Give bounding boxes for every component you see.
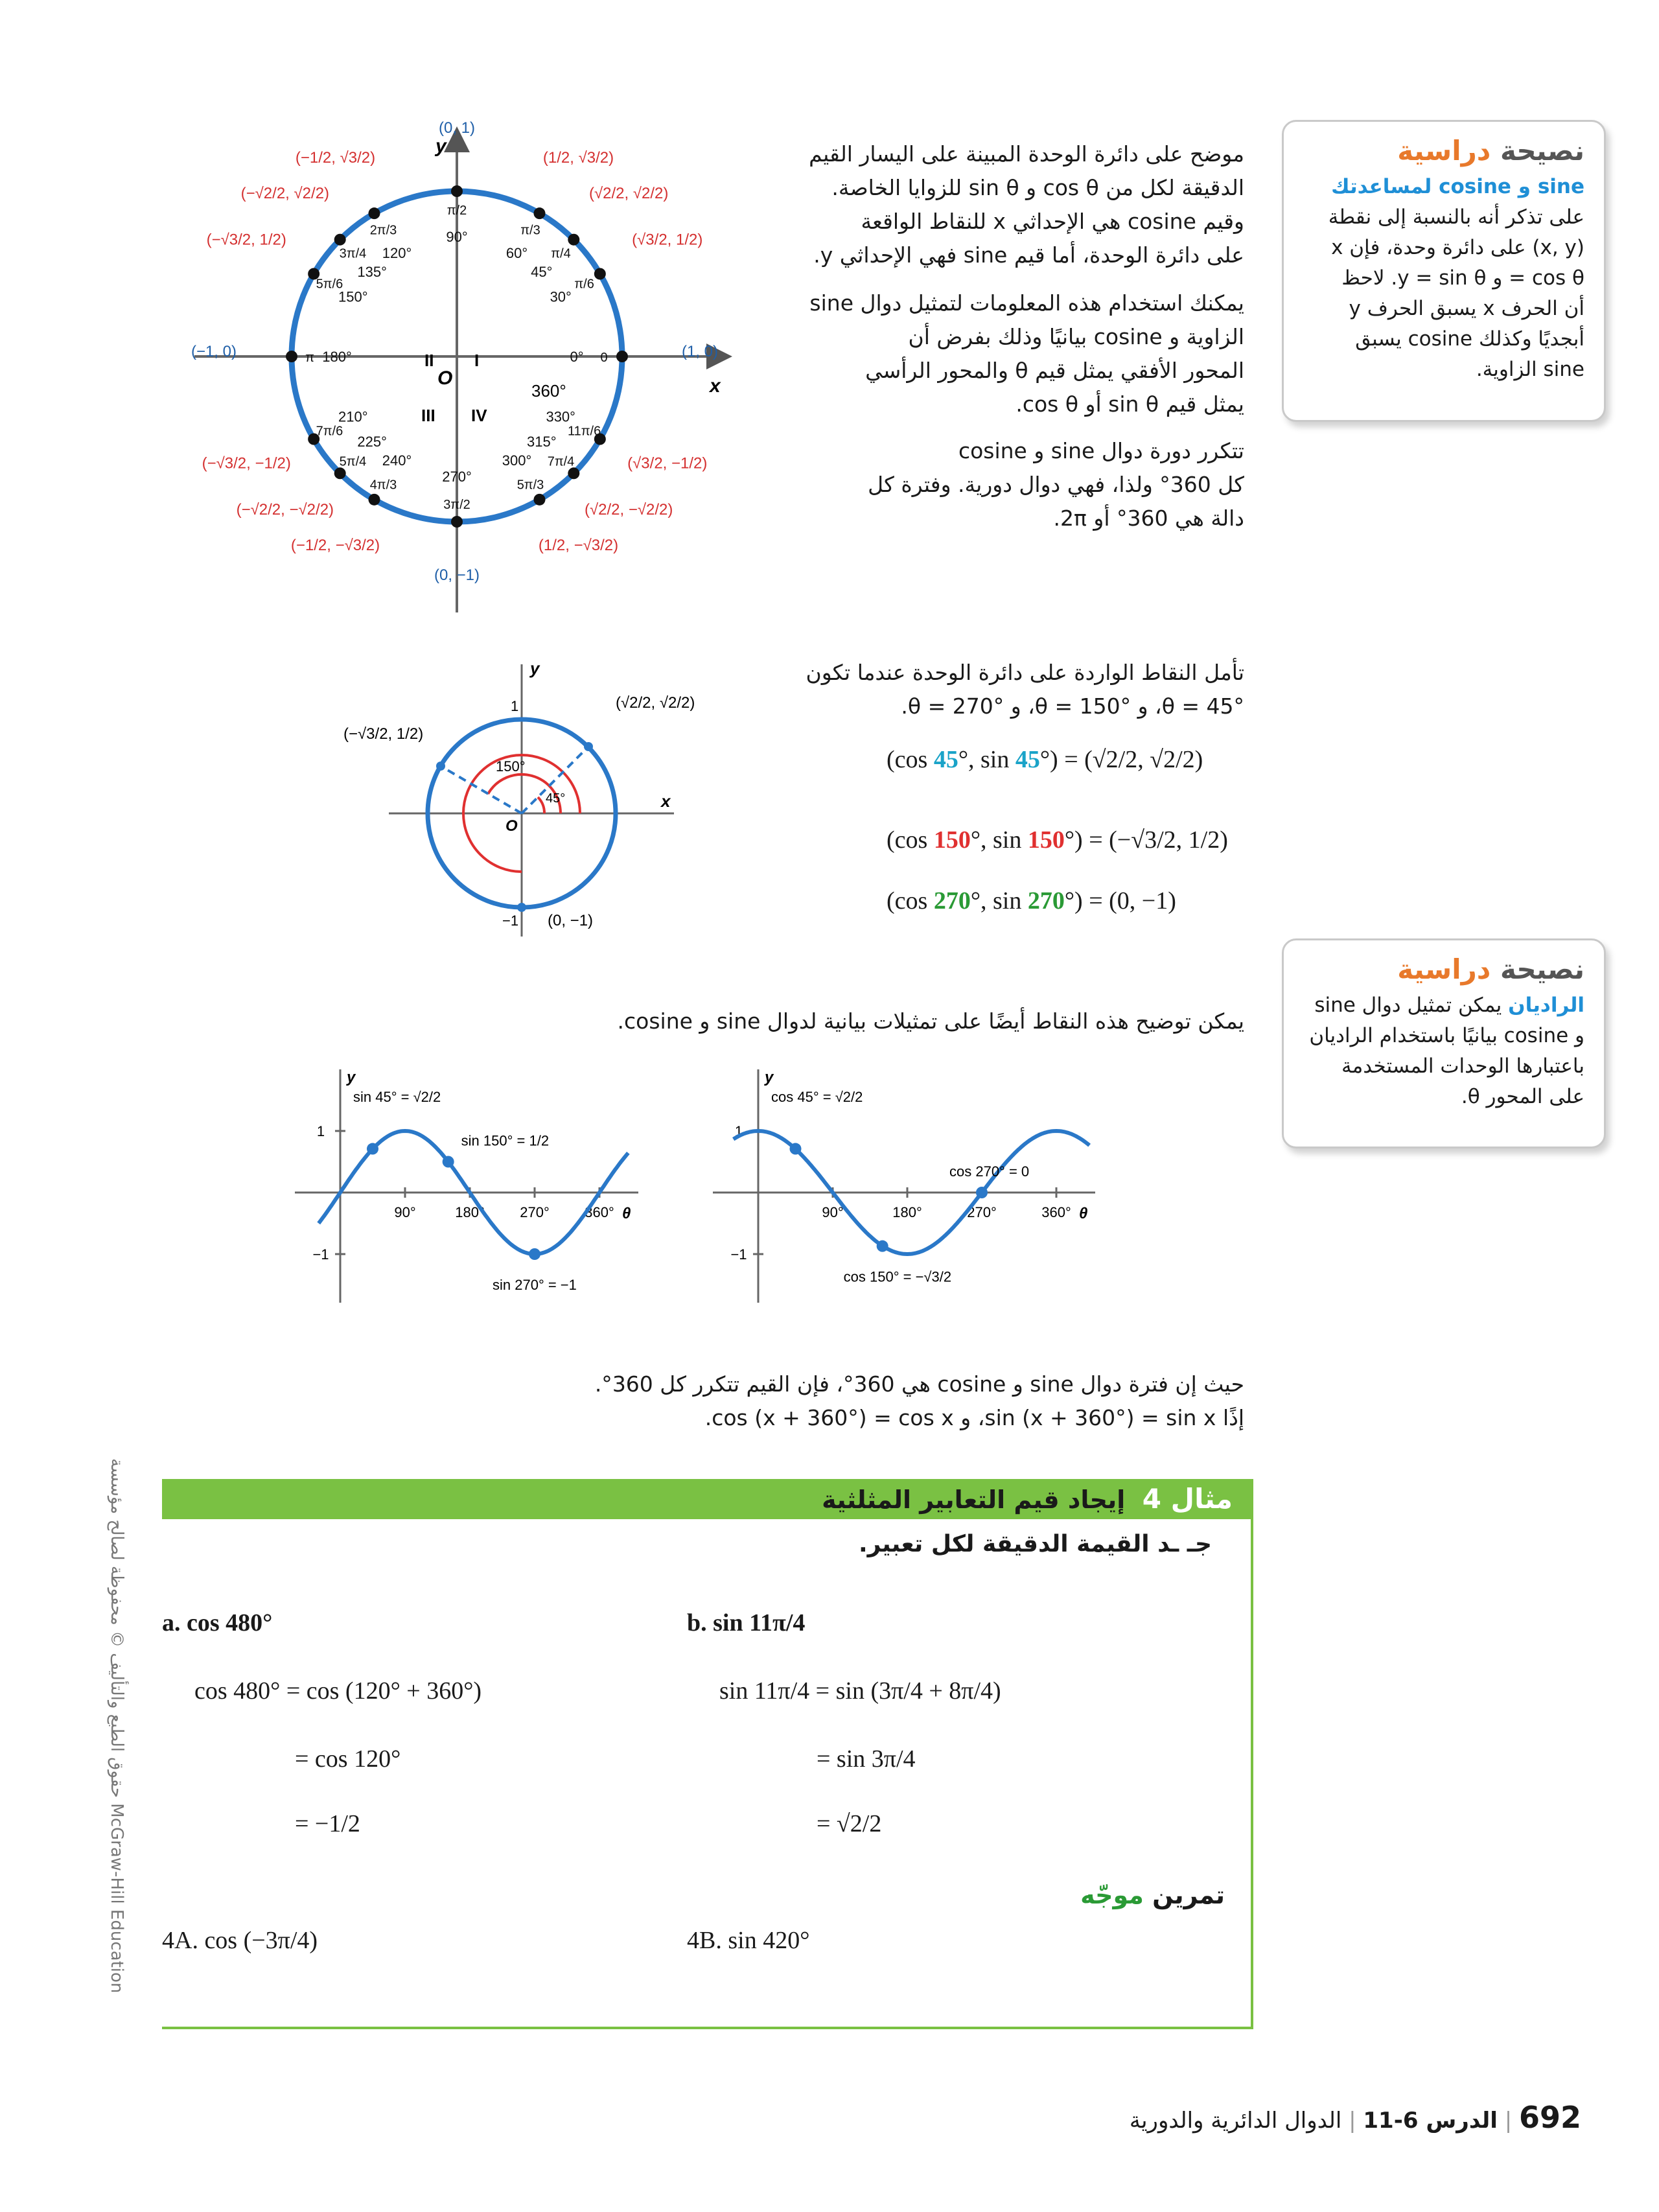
uc-coord-150: (−√3/2, 1/2) — [206, 231, 286, 249]
uc-point-60 — [534, 207, 546, 219]
uc-point-30 — [594, 268, 606, 280]
uc-rad-60: π/3 — [520, 223, 540, 238]
graph-x-tick-label: 270° — [967, 1204, 997, 1220]
exercise-4a[interactable]: 4A. cos (−3π/4) — [162, 1927, 318, 1954]
uc-coord-45: (√2/2, √2/2) — [588, 185, 669, 203]
cosine-graph — [703, 1063, 1105, 1309]
uc-point-240 — [369, 494, 380, 506]
unit-circle-diagram — [168, 119, 732, 622]
uc-point-90 — [451, 185, 463, 197]
uc-deg-90: 90° — [446, 229, 468, 245]
sc-label-45: (√2/2, √2/2) — [616, 694, 695, 712]
uc-quadrant-2: II — [424, 351, 434, 370]
uc-deg-225: 225° — [357, 433, 387, 450]
graph-y-tick-label: −1 — [312, 1246, 329, 1263]
graph-x-tick-label: 360° — [585, 1204, 614, 1220]
sc-angle-150: 150° — [496, 758, 526, 774]
uc-point-315 — [568, 467, 579, 479]
uc-point-0 — [616, 351, 628, 362]
uc-coord-120: (−1/2, √3/2) — [295, 149, 376, 167]
uc-rad-45: π/4 — [551, 246, 571, 261]
uc-coord-135: (−√2/2, √2/2) — [240, 185, 330, 203]
uc-coord-270: (0, −1) — [434, 566, 480, 584]
uc-rad-240: 4π/3 — [369, 478, 397, 493]
example-title-bar: مثال 4 إيجاد قيم التعابير المثلثية — [162, 1479, 1251, 1519]
graph-marked-point — [529, 1248, 540, 1260]
graph-x-tick-label: 90° — [822, 1204, 844, 1220]
point-eq-270: (cos 270°, sin 270°) = (0, −1) — [887, 887, 1176, 914]
example-a-label: a. cos 480° — [162, 1609, 273, 1636]
graph-x-label: θ — [622, 1205, 631, 1222]
uc-quadrant-1: I — [474, 351, 480, 370]
period-text: حيث إن فترة دوال sine و cosine هي 360°، فإن القيم تتكرر كل 360°. إذًا sin (x + 360°) = sin x، و cos (x + 360°) = cos x. — [594, 1371, 1244, 1430]
uc-point-120 — [369, 207, 380, 219]
sc-x: x — [661, 791, 671, 811]
example-a-step-3: = −1/2 — [295, 1810, 360, 1837]
uc-rad-300: 5π/3 — [516, 478, 544, 493]
graph-y-tick-label: −1 — [730, 1246, 747, 1263]
uc-quadrant-3: III — [421, 406, 435, 425]
uc-coord-330: (√3/2, −1/2) — [627, 454, 708, 472]
uc-coord-225: (−√2/2, −√2/2) — [236, 500, 334, 518]
uc-rad-315: 7π/4 — [547, 454, 575, 469]
uc-rad-30: π/6 — [574, 277, 594, 292]
example-b-step-2: = sin 3π/4 — [817, 1745, 916, 1773]
arc-45 — [538, 797, 544, 813]
uc-deg-150: 150° — [338, 288, 368, 305]
graph-x-tick-label: 180° — [892, 1204, 922, 1220]
uc-deg-30: 30° — [550, 288, 572, 305]
uc-coord-90: (0, 1) — [438, 119, 476, 137]
uc-point-300 — [534, 494, 546, 506]
sc-o: O — [505, 817, 518, 835]
intro-paragraph-1: موضح على دائرة الوحدة المبينة على اليسار القيم الدقيقة لكل من cos θ و sin θ للزوايا الخاصة. وقيم cosine هي الإحداثي x للنقاط الواقعة على دائرة الوحدة، أما قيم sine فهي الإحداثي y. — [809, 141, 1244, 268]
example-b-step-3: = √2/2 — [817, 1810, 882, 1837]
uc-deg-330: 330° — [546, 408, 575, 425]
sc-angle-45: 45° — [546, 791, 566, 806]
graph-x-tick-label: 90° — [394, 1204, 416, 1220]
uc-deg-180: 180° — [322, 349, 352, 365]
graph-annotation: sin 150° = 1/2 — [461, 1132, 550, 1149]
sc-neg-one: −1 — [502, 913, 519, 929]
uc-coord-30: (√3/2, 1/2) — [632, 231, 703, 249]
uc-point-225 — [334, 467, 346, 479]
uc-axis-x: x — [710, 375, 721, 397]
graph-annotation: cos 270° = 0 — [949, 1163, 1030, 1180]
uc-rad-135: 3π/4 — [339, 246, 367, 261]
intro-paragraph-2: يمكنك استخدام هذه المعلومات لتمثيل دوال sine الزاوية و cosine بيانيًا وذلك بفرض أن المحور الأفقي يمثل قيم θ والمحور الرأسي يمثل قيم sin θ أو cos θ. — [809, 290, 1244, 417]
graph-y-tick-label: 1 — [316, 1123, 325, 1139]
graphs-intro: يمكن توضيح هذه النقاط أيضًا على تمثيلات بيانية لدوال sine و cosine. — [617, 1008, 1244, 1034]
sc-label-270: (0, −1) — [548, 912, 594, 929]
point-eq-45: (cos 45°, sin 45°) = (√2/2, √2/2) — [887, 746, 1203, 773]
uc-deg-270: 270° — [442, 469, 472, 485]
graph-x-tick-label: 180° — [455, 1204, 485, 1220]
uc-coord-315: (√2/2, −√2/2) — [584, 500, 673, 518]
uc-coord-240: (−1/2, −√3/2) — [290, 536, 380, 554]
uc-coord-180: (−1, 0) — [191, 343, 237, 360]
graph-x-tick-label: 360° — [1041, 1204, 1071, 1220]
uc-quadrant-4: IV — [471, 406, 487, 425]
graph-x-tick-label: 270° — [520, 1204, 550, 1220]
example-b-label: b. sin 11π/4 — [687, 1609, 806, 1636]
study-tip-1-body: sine و cosine لمساعدتك على تذكر أنه بالنسبة إلى نقطة (x, y) على دائرة وحدة، فإن x cos θ = و y = sin θ. لاحظ أن الحرف x يسبق الحرف y أبجديًا وكذلك cosine يسبق sine الزاوية. — [1328, 175, 1584, 381]
uc-coord-210: (−√3/2, −1/2) — [202, 454, 291, 472]
uc-rad-210: 7π/6 — [316, 424, 343, 439]
graph-x-label: θ — [1079, 1205, 1088, 1222]
page-footer: 692 | الدرس 6-11 | الدوال الدائرية والدورية — [1129, 2100, 1581, 2135]
example-a-step-1: cos 480° = cos (120° + 360°) — [194, 1677, 482, 1705]
angle-circle-diagram — [337, 655, 700, 940]
exercise-4b[interactable]: 4B. sin 420° — [687, 1927, 810, 1954]
uc-rad-330: 11π/6 — [567, 424, 601, 439]
uc-deg-240: 240° — [382, 452, 412, 469]
sc-label-150: (−√3/2, 1/2) — [343, 725, 424, 743]
guided-practice-label: تمرين موجّه — [1080, 1881, 1225, 1909]
uc-deg-120: 120° — [382, 244, 412, 261]
uc-deg-315: 315° — [527, 433, 557, 450]
footer-lesson: الدرس 6-11 — [1363, 2108, 1498, 2134]
uc-coord-0: (1, 0) — [681, 343, 719, 360]
graph-marked-point — [790, 1143, 802, 1155]
uc-deg-300: 300° — [502, 452, 532, 469]
graph-y-label: y — [765, 1069, 774, 1086]
uc-full-turn: 360° — [531, 381, 566, 401]
study-tip-2-title: نصيحة دراسية — [1397, 953, 1584, 985]
study-tip-1-title: نصيحة دراسية — [1397, 135, 1584, 167]
graph-y-tick-label: 1 — [734, 1123, 743, 1139]
graph-marked-point — [976, 1187, 988, 1198]
uc-rad-270: 3π/2 — [443, 498, 470, 512]
uc-point-135 — [334, 234, 346, 246]
graph-marked-point — [443, 1156, 454, 1168]
uc-rad-225: 5π/4 — [339, 454, 367, 469]
uc-rad-120: 2π/3 — [369, 223, 397, 238]
graph-annotation: sin 270° = −1 — [493, 1277, 577, 1293]
graph-annotation: cos 150° = −√3/2 — [843, 1268, 952, 1285]
study-tip-2-body: الراديان يمكن تمثيل دوال sine و cosine بيانيًا باستخدام الراديان باعتبارها الوحدات المستخدمة على المحور θ. — [1309, 994, 1584, 1108]
example-a-step-2: = cos 120° — [295, 1745, 401, 1773]
footer-page-number: 692 — [1518, 2100, 1581, 2135]
uc-deg-45: 45° — [531, 264, 553, 281]
footer-title: الدوال الدائرية والدورية — [1129, 2108, 1342, 2134]
study-tip-2 — [1282, 938, 1606, 1148]
uc-origin: O — [437, 367, 453, 389]
uc-rad-90: π/2 — [447, 204, 467, 218]
uc-rad-180: π — [305, 351, 314, 365]
uc-deg-135: 135° — [357, 264, 387, 281]
uc-point-45 — [568, 234, 579, 246]
uc-deg-60: 60° — [505, 244, 528, 261]
uc-point-180 — [286, 351, 297, 362]
uc-coord-60: (1/2, √3/2) — [542, 149, 614, 167]
uc-coord-300: (1/2, −√3/2) — [538, 536, 619, 554]
intro-paragraph-3: تتكرر دورة دوال sine و cosine كل 360° ولذا، فهي دوال دورية. وفترة كل دالة هي 360° أو 2π. — [868, 438, 1244, 531]
copyright-sidebar: حقوق الطبع والتأليف © محفوظة لصالح مؤسسة McGraw-Hill Education — [107, 1458, 126, 1994]
sc-one: 1 — [511, 698, 519, 714]
uc-rad-150: 5π/6 — [316, 277, 343, 292]
points-intro: تأمل النقاط الواردة على دائرة الوحدة عندما تكون θ = 45°، و θ = 150°، و θ = 270°. — [806, 660, 1244, 719]
graph-marked-point — [367, 1143, 378, 1155]
uc-point-270 — [451, 516, 463, 528]
example-box — [162, 1479, 1253, 2029]
study-tip-1 — [1282, 120, 1606, 422]
uc-deg-210: 210° — [338, 408, 368, 425]
point-eq-150: (cos 150°, sin 150°) = (−√3/2, 1/2) — [887, 826, 1228, 854]
graph-annotation: cos 45° = √2/2 — [771, 1089, 863, 1105]
uc-deg-0: 0° — [570, 349, 584, 365]
example-b-step-1: sin 11π/4 = sin (3π/4 + 8π/4) — [719, 1677, 1001, 1705]
graph-marked-point — [877, 1240, 888, 1252]
uc-rad-0: 0 — [600, 351, 608, 365]
uc-axis-y: y — [435, 135, 447, 157]
sine-graph — [285, 1063, 648, 1309]
graph-y-label: y — [347, 1069, 356, 1086]
graph-annotation: sin 45° = √2/2 — [353, 1089, 441, 1105]
example-prompt: جـ ـد القيمة الدقيقة لكل تعبير. — [859, 1531, 1212, 1557]
sc-y: y — [530, 658, 540, 678]
